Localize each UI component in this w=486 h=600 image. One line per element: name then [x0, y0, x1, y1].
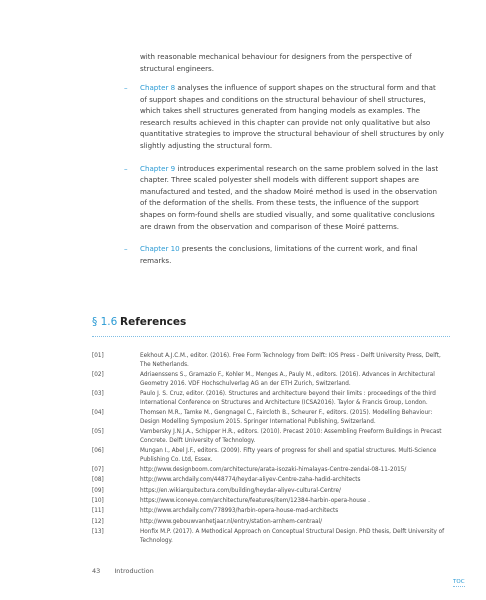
- chapter-description: analyses the influence of support shapes on the structural form and that of support shapes and conditions on the structural behaviour of shell structures, which takes shell structures generated from hanging models as examples. The research results achieved in this chapter can provide not only qualitative but also quantitative strategies to improve the structural behaviour of shell structures by only slightly adjusting the structural form.: [140, 83, 444, 150]
- reference-index: [02]: [92, 371, 104, 378]
- chapter-name: Introduction: [114, 567, 154, 575]
- reference-index: [08]: [92, 477, 104, 484]
- chapter-label: Chapter 10: [140, 244, 180, 254]
- reference-text: Vambersky J.N.J.A., Schipper H.R., editors. (2010). Precast 2010: Assembling Freeform Buildings in Precast Concrete. Delft University of Technology.: [140, 428, 442, 444]
- chapter-item: [124, 82, 444, 152]
- reference-index: [12]: [92, 518, 104, 525]
- reference-item: [92, 352, 452, 369]
- reference-text: Mungan I., Abel J.F., editors. (2009). Fifty years of progress for shell and spatial structures. Multi-Science Publishing Co. Ltd, Essex.: [140, 447, 437, 463]
- reference-item[interactable]: [92, 497, 452, 506]
- intro-paragraph: with reasonable mechanical behaviour for designers from the perspective of structural engineers.: [140, 52, 412, 73]
- reference-index: [06]: [92, 447, 104, 454]
- reference-index: [13]: [92, 529, 104, 536]
- reference-item: [92, 528, 452, 545]
- reference-item: [92, 447, 452, 464]
- reference-item[interactable]: [92, 487, 452, 496]
- reference-text: Thomsen M.R., Tamke M., Gengnagel C., Faircloth B., Scheurer F., editors. (2015). Modelling Behaviour: Design Modelling Symposium 2015. Springer International Publishing, Switzerland.: [140, 409, 433, 425]
- reference-text: Eekhout A.J.C.M., editor. (2016). Free Form Technology from Delft: IOS Press - Delft University Press, Delft, The Netherlands.: [140, 353, 441, 368]
- reference-index: [05]: [92, 428, 104, 435]
- reference-index: [10]: [92, 498, 104, 505]
- chapter-description: presents the conclusions, limitations of the current work, and final remarks.: [140, 244, 418, 265]
- reference-index: [04]: [92, 409, 104, 416]
- reference-link[interactable]: http://www.archdaily.com/778993/harbin-opera-house-mad-architects: [140, 508, 339, 515]
- reference-link[interactable]: https://www.iconeye.com/architecture/features/item/12384-harbin-opera-house .: [140, 498, 370, 505]
- chapter-description: introduces experimental research on the same problem solved in the last chapter. Three scaled polyester shell models with different support shapes are manufactured and tested, and the shadow Moiré method is used in the observation of the deformation of the shells. From these tests, the influence of the support shapes on form-found shells are studied visually, and some qualitative conclusions are drawn from the observation and comparison of these Moiré patterns.: [140, 163, 439, 231]
- reference-link[interactable]: http://www.designboom.com/architecture/arata-isozaki-himalayas-Centre-zendai-08-11-2015/: [140, 466, 407, 473]
- dash-icon: –: [124, 244, 128, 254]
- reference-item[interactable]: [92, 476, 452, 485]
- reference-item: [92, 409, 452, 426]
- section-title: References: [120, 316, 187, 328]
- reference-index: [03]: [92, 390, 104, 397]
- reference-link[interactable]: https://en.wikiarquitectura.com/building/heydar-aliyev-cultural-Centre/: [140, 487, 341, 494]
- reference-index: [11]: [92, 508, 104, 515]
- dash-icon: –: [124, 83, 128, 92]
- reference-link[interactable]: http://www.gebouwvanhetjaar.nl/entry/station-arnhem-centraal/: [140, 518, 323, 525]
- chapter-label: Chapter 8: [140, 83, 176, 92]
- reference-item[interactable]: [92, 466, 452, 475]
- reference-index: [09]: [92, 487, 104, 494]
- reference-text: Honfix M.P. (2017). A Methodical Approach on Conceptual Structural Design. PhD thesis, Delft University of Technology.: [140, 529, 445, 544]
- reference-text: Adriaenssens S., Gramazio F., Kohler M., Menges A., Pauly M., editors. (2016). Advances in Architectural Geometry 2016. VDF Hochschulverlag AG an der ETH Zurich, Switzerland.: [140, 371, 435, 387]
- page-number: 43: [92, 567, 101, 575]
- reference-list: [92, 352, 452, 547]
- chapter-item: [124, 163, 444, 233]
- reference-item: [92, 428, 452, 445]
- reference-item: [92, 371, 452, 388]
- chapter-label: Chapter 9: [140, 163, 176, 173]
- reference-text: Paulo J. S. Cruz, editor. (2016). Structures and architecture beyond their limits : proceedings of the third International Conference on Structures and Architecture (ICSA2016). Taylor & Francis Group, London.: [140, 390, 436, 406]
- page-footer: [92, 567, 154, 575]
- reference-index: [07]: [92, 466, 104, 473]
- reference-item[interactable]: [92, 518, 452, 527]
- section-number: § 1.6: [92, 316, 118, 328]
- reference-link[interactable]: http://www.archdaily.com/448774/heydar-aliyev-Centre-zaha-hadid-architects: [140, 477, 361, 484]
- reference-item[interactable]: [92, 507, 452, 516]
- chapter-item: [124, 243, 444, 266]
- chapter-list: [124, 82, 444, 277]
- reference-item: [92, 390, 452, 407]
- section-heading: [92, 313, 450, 337]
- reference-index: [01]: [92, 353, 104, 359]
- dash-icon: –: [124, 163, 128, 173]
- toc-link[interactable]: TOC: [453, 579, 465, 585]
